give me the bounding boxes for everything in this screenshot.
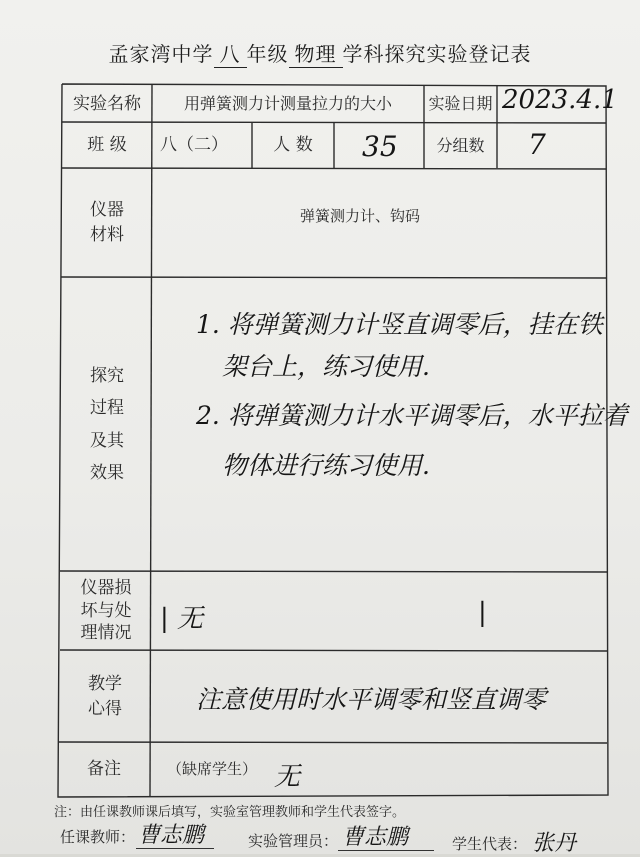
process-label-3: 及其 xyxy=(90,430,124,451)
experiment-name-value: 用弹簧测力计测量拉力的大小 xyxy=(183,94,392,114)
process-line-3: 2. 将弹簧测力计水平调零后，水平拉着 xyxy=(196,401,628,430)
grade-suffix: 年级 xyxy=(246,42,289,66)
manager-signature-label: 实验管理员： xyxy=(248,832,339,850)
experiment-date-label: 实验日期 xyxy=(428,94,493,114)
process-label-4: 效果 xyxy=(90,462,124,483)
teaching-value: 注意使用时水平调零和竖直调零 xyxy=(196,685,547,714)
materials-label xyxy=(62,169,152,277)
damage-closing-bar: | xyxy=(478,598,487,628)
teacher-signature-label: 任课教师： xyxy=(60,828,136,846)
remarks-value: 无 xyxy=(274,762,301,792)
damage-label xyxy=(61,572,151,650)
school-name: 孟家湾中学 xyxy=(108,42,214,66)
remarks-label: 备注 xyxy=(87,759,121,780)
damage-value-text: 无 xyxy=(177,604,204,634)
process-line-1: 1. 将弹簧测力计竖直调零后，挂在铁 xyxy=(196,310,603,339)
student-count-label: 人 数 xyxy=(273,135,313,156)
damage-value: | 无 xyxy=(160,604,204,634)
footnote: 注：由任课教师课后填写，实验室管理教师和学生代表签字。 xyxy=(54,805,406,820)
group-count-value: 7 xyxy=(528,128,546,161)
class-label: 班 级 xyxy=(87,135,127,156)
absent-students-label: （缺席学生） xyxy=(166,759,257,778)
student-count-value: 35 xyxy=(362,130,398,163)
manager-signature: 曹志鹏 xyxy=(342,825,409,850)
grade-value: 八 xyxy=(214,38,247,68)
teaching-label-1: 教学 xyxy=(88,673,122,694)
process-label-2: 过程 xyxy=(90,398,124,419)
materials-value: 弹簧测力计、钩码 xyxy=(300,207,421,226)
process-line-2: 架台上，练习使用. xyxy=(222,352,430,381)
damage-label-3: 理情况 xyxy=(80,623,132,644)
materials-label-line2: 材料 xyxy=(90,225,124,245)
process-label xyxy=(62,278,152,571)
damage-label-2: 坏与处 xyxy=(80,600,132,621)
student-signature-label: 学生代表： xyxy=(452,835,528,853)
teaching-label-2: 心得 xyxy=(88,698,122,719)
teacher-signature: 曹志鹏 xyxy=(138,823,205,848)
process-line-4: 物体进行练习使用. xyxy=(222,451,430,480)
class-value: 八（二） xyxy=(160,135,228,156)
subject-value: 物理 xyxy=(289,38,343,68)
teaching-label xyxy=(60,651,150,742)
title-suffix: 学科探究实验登记表 xyxy=(342,42,532,66)
materials-label-line1: 仪器 xyxy=(90,200,124,221)
experiment-name-label: 实验名称 xyxy=(73,93,141,114)
experiment-date-value: 2023.4.1 xyxy=(502,85,618,115)
damage-label-1: 仪器损 xyxy=(80,577,132,598)
process-label-1: 探究 xyxy=(90,365,124,386)
group-count-label: 分组数 xyxy=(436,135,485,155)
student-signature: 张丹 xyxy=(532,831,577,856)
